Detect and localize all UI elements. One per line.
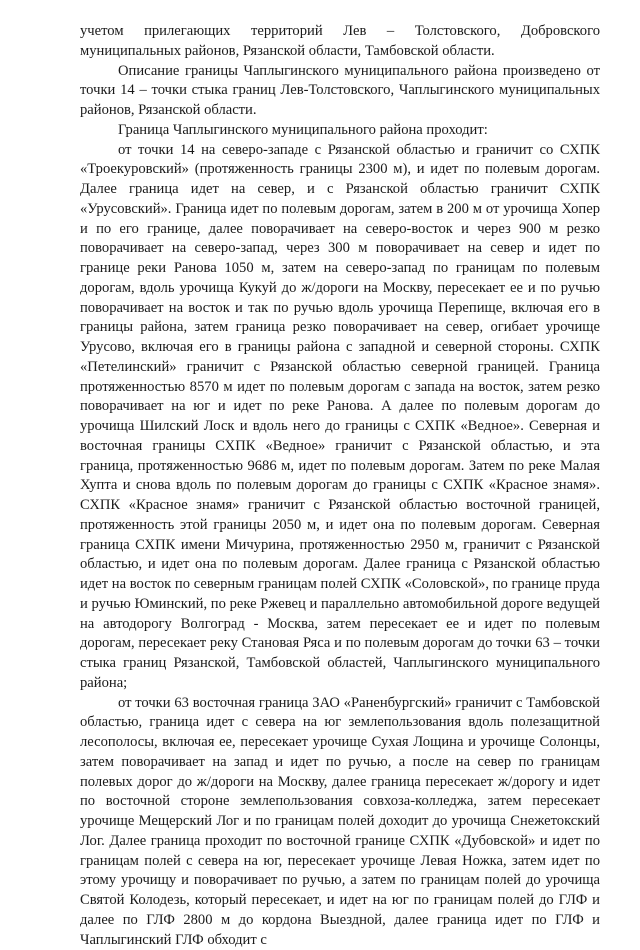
paragraph-boundary-north: от точки 14 на северо-западе с Рязанской областью и граничит со СХПК «Троекуровский» (протяженность границы 2300 м), и идет по полевым дорогам. Далее граница идет на север, и с Рязанской областью граничит СХПК «Урусовский». Граница идет по полевым дорогам, затем в 200 м от урочища Хопер и по его границе, далее поворачивает на северо-восток и через 900 м резко поворачивает на северо-запад, через 300 м поворачивает на север и идет по границе реки Ранова 1050 м, затем на северо-запад по границам по полевым дорогам, вдоль урочища Кукуй до ж/дороги на Москву, пересекает ее и по ручью поворачивает на восток и так по ручью вдоль урочища Перепище, включая его в границы района, затем граница резко поворачивает на север, огибает урочище Урусово, включая его в границы района с западной и северной стороны. СХПК «Петелинский» граничит с Рязанской областью северной границей. Граница протяженностью 8570 м идет по полевым дорогам с запада на восток, затем резко поворачивает на юг и идет по реке Ранова. А далее по полевым дорогам до урочища Шилский Лоск и вдоль него до границы с СХПК «Ведное». Северная и восточная границы СХПК «Ведное» граничит с Рязанской областью, и эта граница, протяженностью 9686 м, идет по полевым дорогам. Затем по реке Малая Хупта и снова вдоль по полевым дорогам до границы с СХПК «Красное знамя». СХПК «Красное знамя» граничит с Рязанской областью восточной границей, протяженность этой границы 2050 м, и идет она по полевым дорогам. Северная граница СХПК имени Мичурина, протяженностью 2950 м, граничит с Рязанской областью, и идет она по полевым дорогам. Далее граница с Рязанской областью идет на восток по северным границам полей СХПК «Соловской», по границе пруда и ручью Юминский, по реке Ржевец и параллельно автомобильной дороге ведущей на автодорогу Волгоград - Москва, затем пересекает ее и идет по полевым дорогам, пересекает реку Становая Ряса и по полевым дорогам до точки 63 – точки стыка границ Рязанской, Тамбовской областей, Чаплыгинского муниципального района;	[80, 141, 600, 694]
paragraph-boundary-east: от точки 63 восточная граница ЗАО «Раненбургский» граничит с Тамбовской областью, граница идет с севера на юг землепользования вдоль полезащитной лесополосы, включая ее, пересекает урочище Сухая Лощина и урочище Солонцы, затем поворачивает на запад и идет по ручью, а после на север по границам полевых дорог до ж/дороги на Москву, далее граница пересекает ж/дорогу и идет по восточной стороне землепользования совхоза-колледжа, затем пересекает урочище Мещерский Лог и по границам полей доходит до урочища Снежетокский Лог. Далее граница проходит по восточной границе СХПК «Дубовской» и идет по границам полей с севера на юг, пересекает урочище Левая Ножка, затем идет по этому урочищу и поворачивает по ручью, а затем по границам полей до урочища Святой Колодезь, который пересекает, и идет на юг по границам полей до ГЛФ и далее по ГЛФ 2800 м до кордона Выездной, далее граница идет по ГЛФ и Чаплыгинский ГЛФ обходит с	[80, 694, 600, 950]
paragraph-boundary-heading: Граница Чаплыгинского муниципального района проходит:	[80, 121, 600, 141]
paragraph-continuation: учетом прилегающих территорий Лев – Толстовского, Добровского муниципальных районов, Рязанской области, Тамбовской области.	[80, 22, 600, 62]
paragraph-description-intro: Описание границы Чаплыгинского муниципального района произведено от точки 14 – точки стыка границ Лев-Толстовского, Чаплыгинского муниципальных районов, Рязанской области.	[80, 62, 600, 121]
